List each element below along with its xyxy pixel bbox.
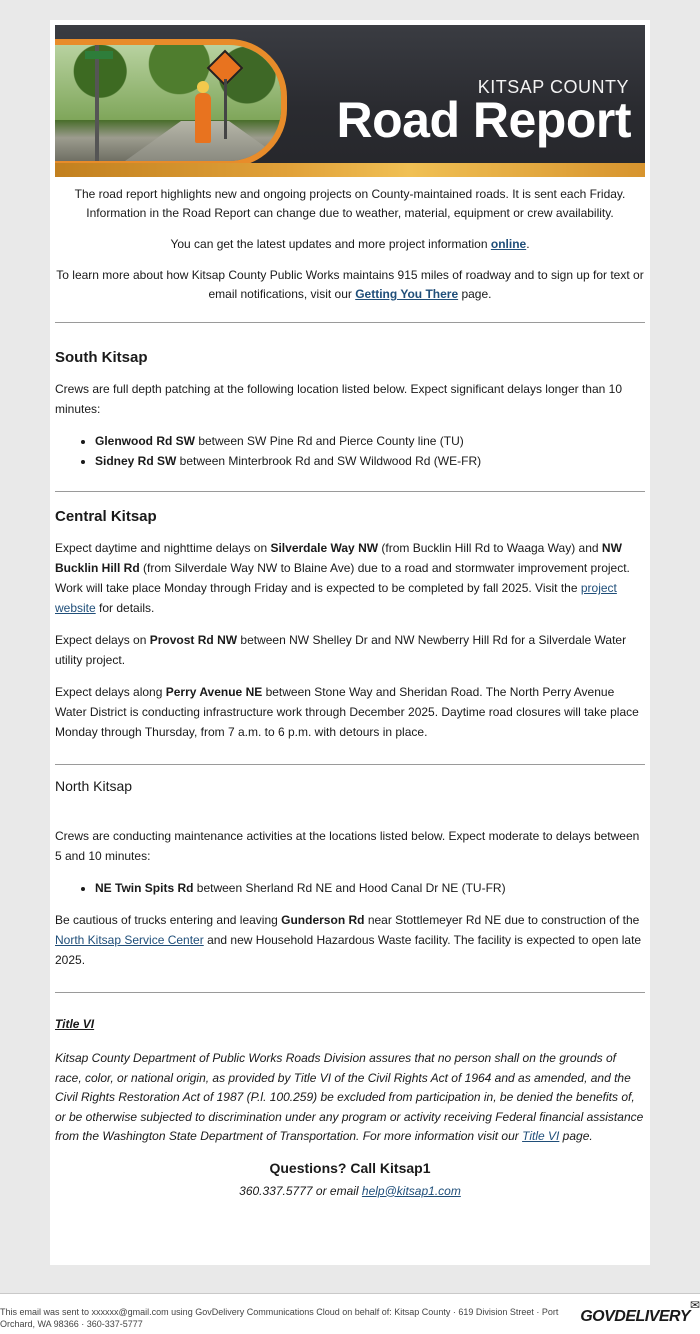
banner-title: Road Report — [336, 92, 631, 148]
north-list — [55, 878, 645, 898]
learn-text: To learn more about how Kitsap County Public Works maintains 915 miles of roadway and to sign up for text or email notifications, visit our Getting You There page. — [56, 268, 644, 301]
title6-heading: Title VI — [55, 1017, 95, 1031]
email-link[interactable]: help@kitsap1.com — [361, 1183, 461, 1198]
getting-you-there-link[interactable]: Getting You There — [355, 287, 459, 301]
project-website-link[interactable]: project website — [55, 581, 617, 615]
footer — [0, 1293, 700, 1334]
footer-text: This email was sent to xxxxxx@gmail.com using GovDelivery Communications Cloud on behalf of: Kitsap County · 619 Division Street · Port Orchard, WA 98366 · 360-337-5777 — [0, 1307, 559, 1329]
contact-heading: Questions? Call Kitsap1 — [269, 1159, 431, 1176]
central-heading: Central Kitsap — [55, 508, 157, 525]
intro-text: The road report highlights new and ongoing projects on County-maintained roads. It is sent each Friday. Information in the Road Report can change due to weather, material, equipment or crew availability. — [74, 187, 626, 220]
envelope-icon: ✉ — [689, 1298, 700, 1312]
south-text: Crews are full depth patching at the following location listed below. Expect significant delays longer than 10 minutes: — [55, 382, 623, 416]
flagger-icon — [195, 93, 211, 143]
banner-county: KITSAP COUNTY — [477, 77, 629, 97]
north-p2: Be cautious of trucks entering and leaving Gunderson Rd near Stottlemeyer Rd NE due to construction of the North Kitsap Service Center and new Household Hazardous Waste facility. The facility is expected to open late 2025. — [55, 913, 642, 967]
flagger-photo — [55, 39, 287, 167]
list-item: • Sidney Rd SW between Minterbrook Rd and SW Wildwood Rd (WE-FR) — [95, 451, 645, 471]
divider — [55, 491, 645, 492]
header-banner — [55, 25, 645, 177]
govdelivery-logo[interactable]: GOVDELIVERY — [580, 1308, 690, 1325]
central-p1: Expect daytime and nighttime delays on Silverdale Way NW (from Bucklin Hill Rd to Waaga Way) and NW Bucklin Hill Rd (from Silverdale Way NW to Blaine Ave) due to a road and stormwater improvement project. Work will take place Monday through Friday and is expected to be completed by fall 2025. Visit the project website for details. — [55, 541, 630, 615]
divider — [55, 322, 645, 323]
north-heading: North Kitsap — [55, 778, 133, 794]
email-card — [50, 20, 650, 1265]
street-sign-icon — [85, 51, 113, 59]
list-item: • Glenwood Rd SW between SW Pine Rd and Pierce County line (TU) — [95, 431, 645, 451]
central-p3: Expect delays along Perry Avenue NE between Stone Way and Sheridan Road. The North Perry Avenue Water District is conducting infrastructure work through December 2025. Daytime road closures will take place Monday through Thursday, from 7 a.m. to 6 p.m. with detours in place. — [55, 685, 639, 739]
title6-text: Kitsap County Department of Public Works Roads Division assures that no person shall on the grounds of race, color, or national origin, as provided by Title VI of the Civil Rights Act of 1964 and as amended, and the Civil Rights Restoration Act of 1987 (P.l. 100.259) be excluded from participation in, be denied the benefits of, or be otherwise subjected to discrimination under any program or activity receiving Federal financial assistance from the Washington State Department of Transportation. For more information visit our Title VI page. — [55, 1051, 644, 1143]
south-list — [55, 431, 645, 471]
title6-link[interactable]: Title VI — [522, 1129, 560, 1143]
online-link[interactable]: online — [490, 237, 527, 251]
divider — [55, 764, 645, 765]
updates-text: You can get the latest updates and more project information online. — [170, 237, 530, 251]
contact-line: 360.337.5777 or email help@kitsap1.com — [239, 1183, 461, 1198]
email-content — [55, 185, 645, 1201]
list-item: • NE Twin Spits Rd between Sherland Rd NE and Hood Canal Dr NE (TU-FR) — [95, 878, 645, 898]
banner-stripe — [55, 163, 645, 177]
divider — [55, 992, 645, 993]
north-kitsap-service-center-link[interactable]: North Kitsap Service Center — [55, 933, 204, 947]
north-text: Crews are conducting maintenance activities at the locations listed below. Expect moderate to delays between 5 and 10 minutes: — [55, 829, 640, 863]
central-p2: Expect delays on Provost Rd NW between NW Shelley Dr and NW Newberry Hill Rd for a Silverdale Water utility project. — [55, 633, 627, 667]
south-heading: South Kitsap — [55, 349, 148, 366]
